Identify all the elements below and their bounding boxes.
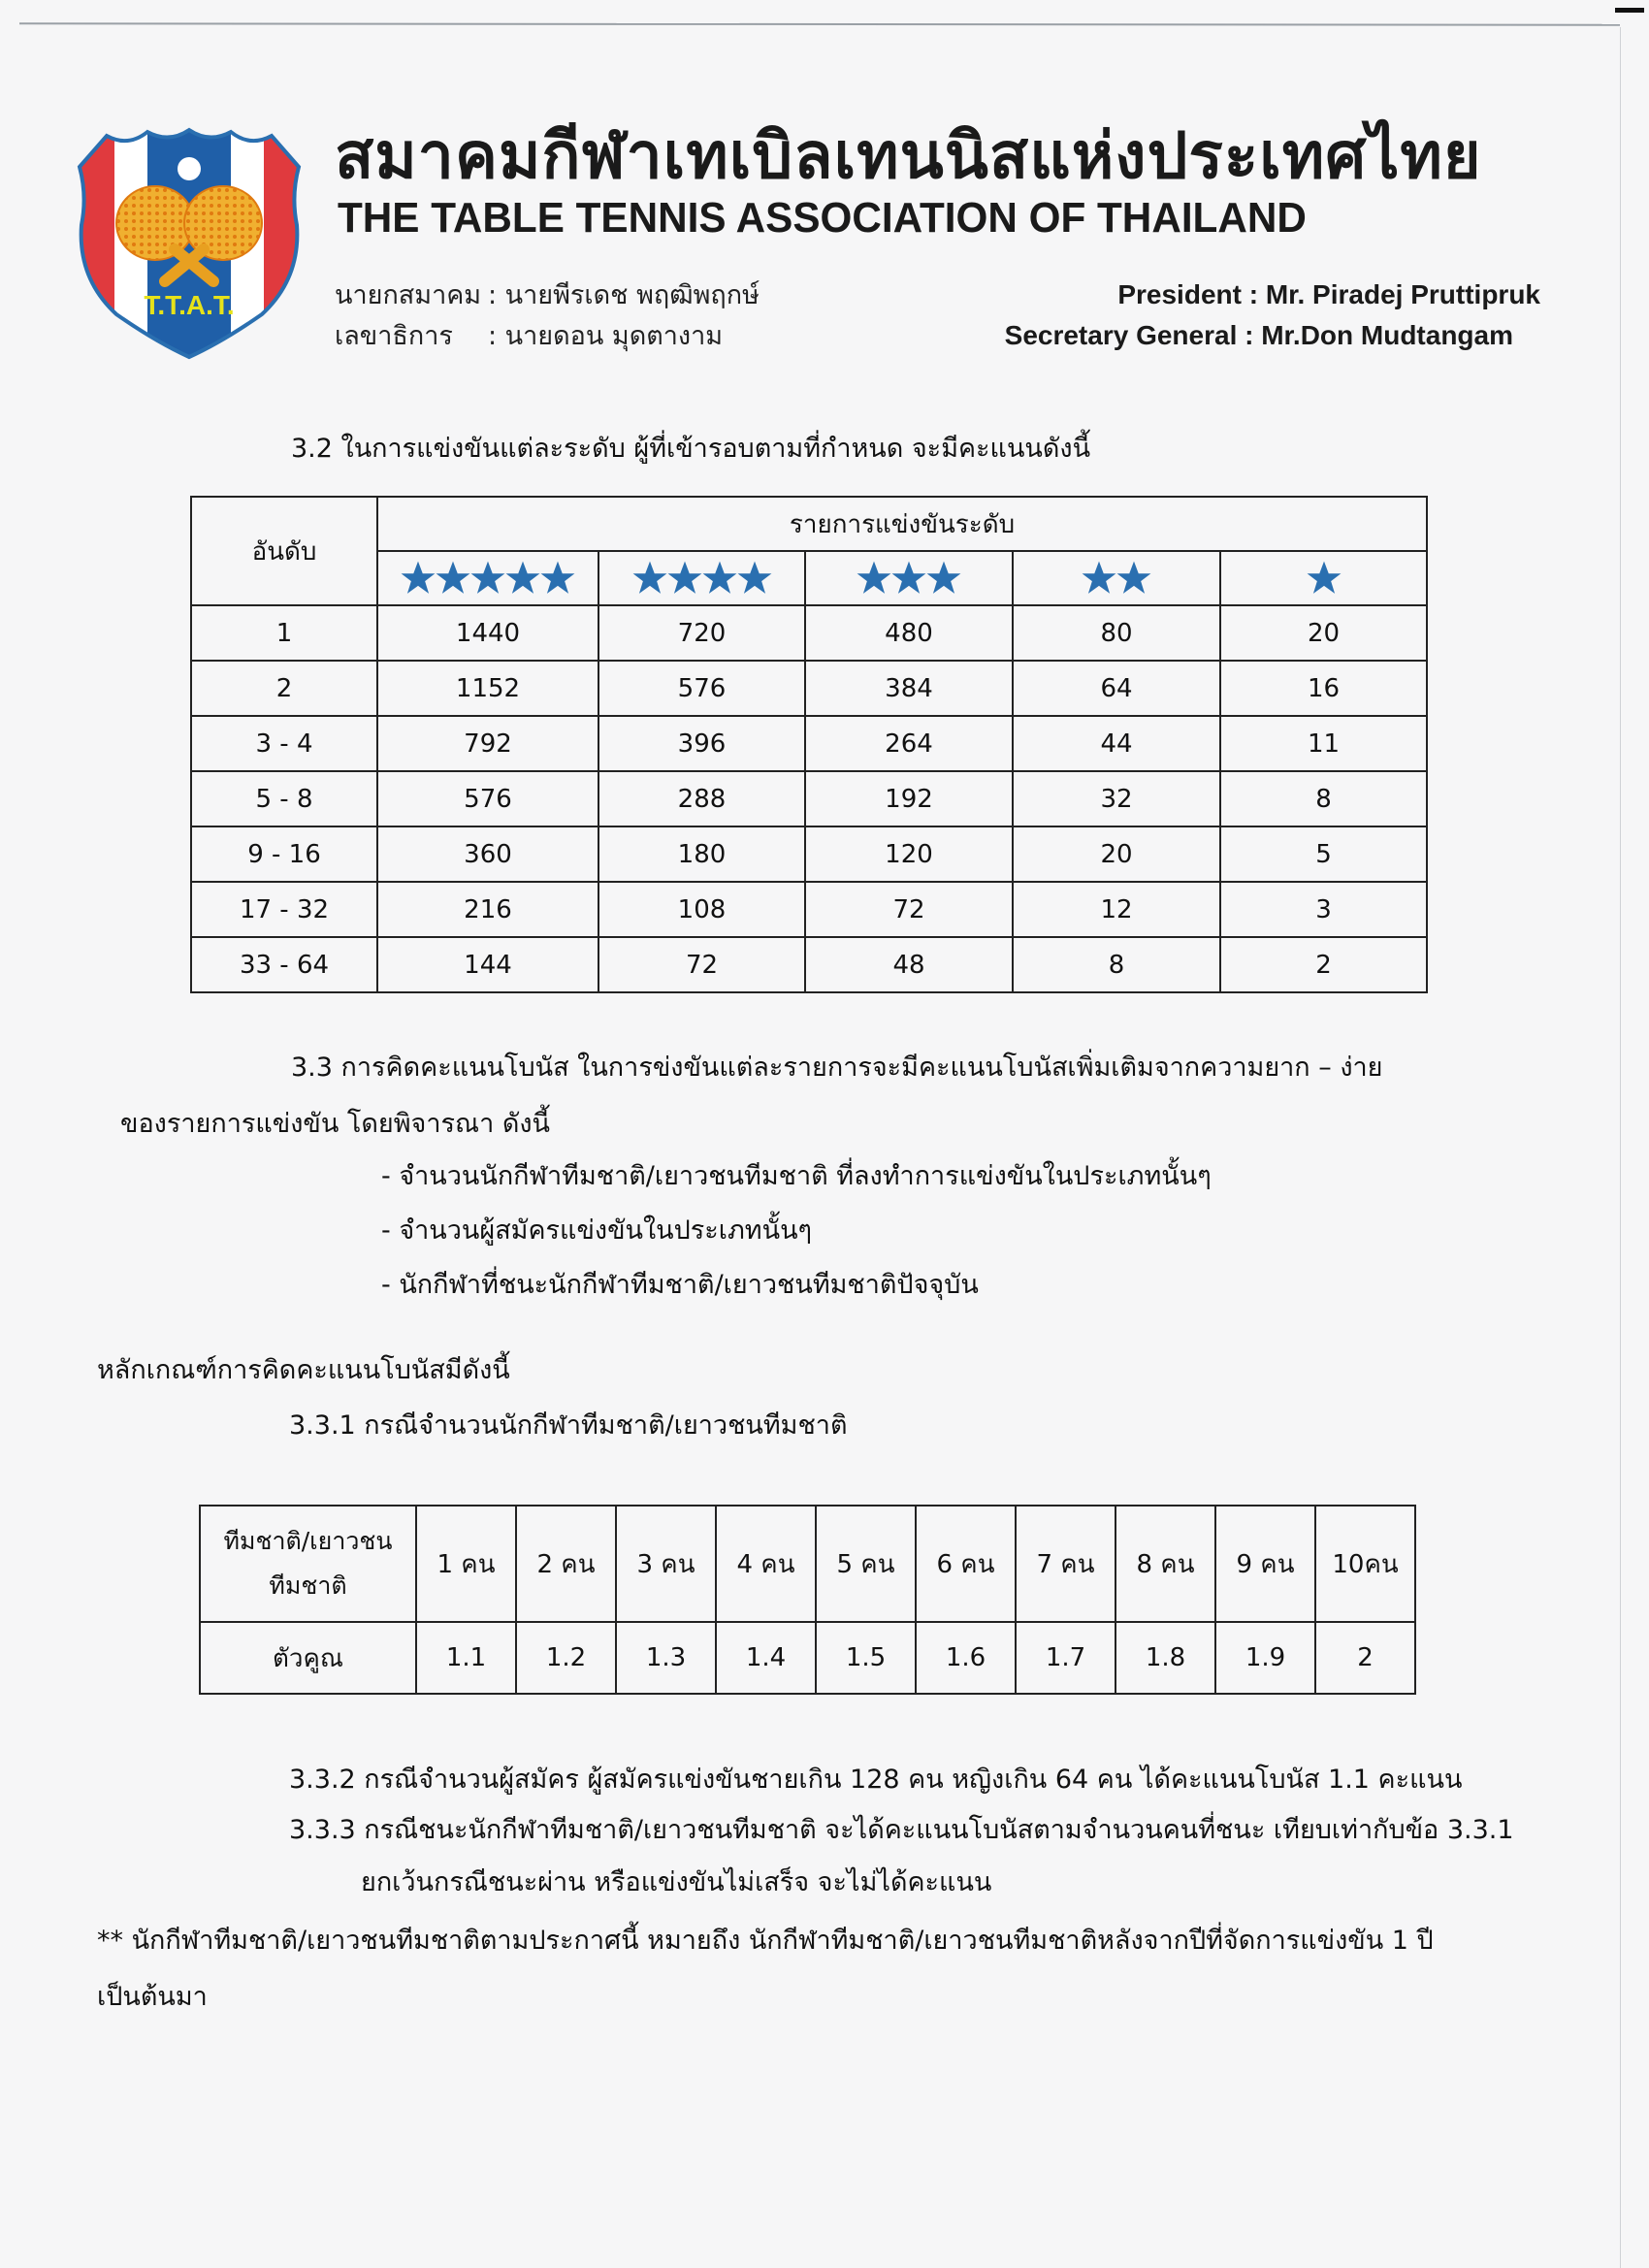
rank-cell: 5 - 8 [191,771,377,826]
points-cell: 1440 [377,605,598,661]
association-title-thai: สมาคมกีฬาเทเบิลเทนนิสแห่งประเทศไทย [335,118,1482,193]
star-level-header [1013,551,1220,605]
president-name-thai: : นายพีรเดช พฤฒิพฤกษ์ [488,280,760,310]
star-icon [400,560,436,597]
points-cell: 2 [1220,937,1427,992]
ball-icon [178,157,201,180]
page-edge-top [19,22,1620,25]
bullet-item: - จำนวนผู้สมัครแข่งขันในประเภทนั้นๆ [381,1215,813,1246]
points-cell: 192 [805,771,1013,826]
multiplier-cell: 1.6 [916,1622,1016,1694]
points-cell: 144 [377,937,598,992]
points-table [190,496,1428,993]
points-cell: 72 [598,937,805,992]
star-icon [469,560,506,597]
points-cell: 384 [805,661,1013,716]
rank-header: อันดับ [191,497,377,605]
ttat-logo [68,109,310,361]
points-cell: 396 [598,716,805,771]
player-count-cell: 10คน [1315,1506,1415,1622]
bullet-item: - นักกีฬาที่ชนะนักกีฬาทีมชาติ/เยาวชนทีมชาติปัจจุบัน [381,1270,979,1300]
bonus-criteria-heading: หลักเกณฑ์การคิดคะแนนโบนัสมีดังนี้ [97,1355,510,1385]
player-count-cell: 8 คน [1116,1506,1215,1622]
points-cell: 1152 [377,661,598,716]
points-cell: 5 [1220,826,1427,882]
rank-cell: 3 - 4 [191,716,377,771]
star-level-header [1220,551,1427,605]
multiplier-cell: 1.8 [1116,1622,1215,1694]
points-cell: 20 [1220,605,1427,661]
points-cell: 72 [805,882,1013,937]
secretary-label-thai: เลขาธิการ [335,321,453,351]
multiplier-cell: 2 [1315,1622,1415,1694]
star-icon [925,560,962,597]
points-cell: 108 [598,882,805,937]
star-icon [435,560,471,597]
association-title-english: THE TABLE TENNIS ASSOCIATION OF THAILAND [338,194,1307,242]
points-cell: 20 [1013,826,1220,882]
star-icon [856,560,892,597]
points-cell: 80 [1013,605,1220,661]
player-count-cell: 2 คน [516,1506,616,1622]
points-cell: 8 [1220,771,1427,826]
footnote-line2: เป็นต้นมา [97,1982,208,2012]
points-cell: 216 [377,882,598,937]
star-level-header [598,551,805,605]
president-english: President : Mr. Piradej Pruttipruk [1117,279,1540,309]
points-cell: 11 [1220,716,1427,771]
points-cell: 288 [598,771,805,826]
subsection-3-3-2: 3.3.2 กรณีจำนวนผู้สมัคร ผู้สมัครแข่งขันชายเกิน 128 คน หญิงเกิน 64 คน ได้คะแนนโบนัส 1.1 คะแนน [289,1765,1463,1795]
national-team-header [200,1506,416,1622]
page-edge-right [1620,27,1621,2268]
table-row [191,826,1427,882]
points-cell: 3 [1220,882,1427,937]
footnote-line1: ** นักกีฬาทีมชาติ/เยาวชนทีมชาติตามประกาศนี้ หมายถึง นักกีฬาทีมชาติ/เยาวชนทีมชาติหลังจากปีที่จัดการแข่งขัน 1 ปี [97,1926,1434,1956]
logo-red-stripe-left [68,109,114,361]
multiplier-cell: 1.7 [1016,1622,1116,1694]
secretary-english: Secretary General : Mr.Don Mudtangam [1004,320,1513,350]
points-cell: 44 [1013,716,1220,771]
points-cell: 576 [377,771,598,826]
table-row [191,716,1427,771]
player-count-cell: 7 คน [1016,1506,1116,1622]
president-thai [335,274,760,315]
points-cell: 12 [1013,882,1220,937]
subsection-3-3-3-line1: 3.3.3 กรณีชนะนักกีฬาทีมชาติ/เยาวชนทีมชาติ จะได้คะแนนโบนัสตามจำนวนคนที่ชนะ เทียบเท่ากับข้อ 3.3.1 [289,1815,1514,1845]
secretary-name-thai: : นายดอน มุดตางาม [488,321,724,351]
section-3-3-heading-line1: 3.3 การคิดคะแนนโบนัส ในการข่งขันแต่ละรายการจะมีคะแนนโบนัสเพิ่มเติมจากความยาก – ง่าย [291,1053,1383,1083]
player-count-cell: 4 คน [716,1506,816,1622]
player-count-cell: 3 คน [616,1506,716,1622]
star-icon [1306,560,1342,597]
multiplier-cell: 1.2 [516,1622,616,1694]
corner-mark [1615,8,1644,13]
star-icon [539,560,576,597]
logo-red-stripe-right [264,109,310,361]
points-cell: 64 [1013,661,1220,716]
star-icon [1116,560,1152,597]
multiplier-cell: 1.9 [1215,1622,1315,1694]
multiplier-cell: 1.3 [616,1622,716,1694]
rank-cell: 9 - 16 [191,826,377,882]
logo-text: T.T.A.T. [144,290,235,320]
bullet-item: - จำนวนนักกีฬาทีมชาติ/เยาวชนทีมชาติ ที่ลงทำการแข่งขันในประเภทนั้นๆ [381,1161,1212,1191]
multiplier-cell: 1.5 [816,1622,916,1694]
points-cell: 32 [1013,771,1220,826]
table-row [191,661,1427,716]
rank-cell: 33 - 64 [191,937,377,992]
star-icon [736,560,773,597]
points-cell: 720 [598,605,805,661]
level-header: รายการแข่งขันระดับ [377,497,1427,551]
national-team-header-line1: ทีมชาติ/เยาวชน [223,1527,393,1555]
points-cell: 180 [598,826,805,882]
table-row [191,605,1427,661]
player-count-cell: 5 คน [816,1506,916,1622]
section-3-3-heading-line2: ของรายการแข่งขัน โดยพิจารณา ดังนี้ [120,1109,550,1139]
star-icon [1081,560,1117,597]
section-3-2-heading: 3.2 ในการแข่งขันแต่ละระดับ ผู้ที่เข้ารอบตามที่กำหนด จะมีคะแนนดังนี้ [291,434,1091,464]
subsection-3-3-1: 3.3.1 กรณีจำนวนนักกีฬาทีมชาติ/เยาวชนทีมชาติ [289,1410,848,1441]
national-team-header-line2: ทีมชาติ [269,1571,347,1600]
multiplier-cell: 1.4 [716,1622,816,1694]
points-cell: 576 [598,661,805,716]
rank-cell: 2 [191,661,377,716]
multiplier-cell: 1.1 [416,1622,516,1694]
points-cell: 360 [377,826,598,882]
rank-cell: 1 [191,605,377,661]
points-cell: 480 [805,605,1013,661]
star-icon [890,560,927,597]
table-row [191,882,1427,937]
player-count-cell: 6 คน [916,1506,1016,1622]
secretary-thai [335,314,723,356]
multiplier-label: ตัวคูณ [200,1622,416,1694]
points-cell: 48 [805,937,1013,992]
president-label-thai: นายกสมาคม [335,280,482,310]
points-cell: 264 [805,716,1013,771]
table-row [191,771,1427,826]
star-icon [631,560,668,597]
multiplier-table [199,1505,1416,1695]
star-icon [504,560,541,597]
table-row [191,937,1427,992]
star-icon [701,560,738,597]
player-count-cell: 1 คน [416,1506,516,1622]
star-level-header [805,551,1013,605]
subsection-3-3-3-line2: ยกเว้นกรณีชนะผ่าน หรือแข่งขันไม่เสร็จ จะไม่ได้คะแนน [361,1867,992,1897]
points-cell: 8 [1013,937,1220,992]
points-cell: 792 [377,716,598,771]
star-level-header [377,551,598,605]
points-cell: 16 [1220,661,1427,716]
player-count-cell: 9 คน [1215,1506,1315,1622]
rank-cell: 17 - 32 [191,882,377,937]
points-cell: 120 [805,826,1013,882]
star-icon [666,560,703,597]
